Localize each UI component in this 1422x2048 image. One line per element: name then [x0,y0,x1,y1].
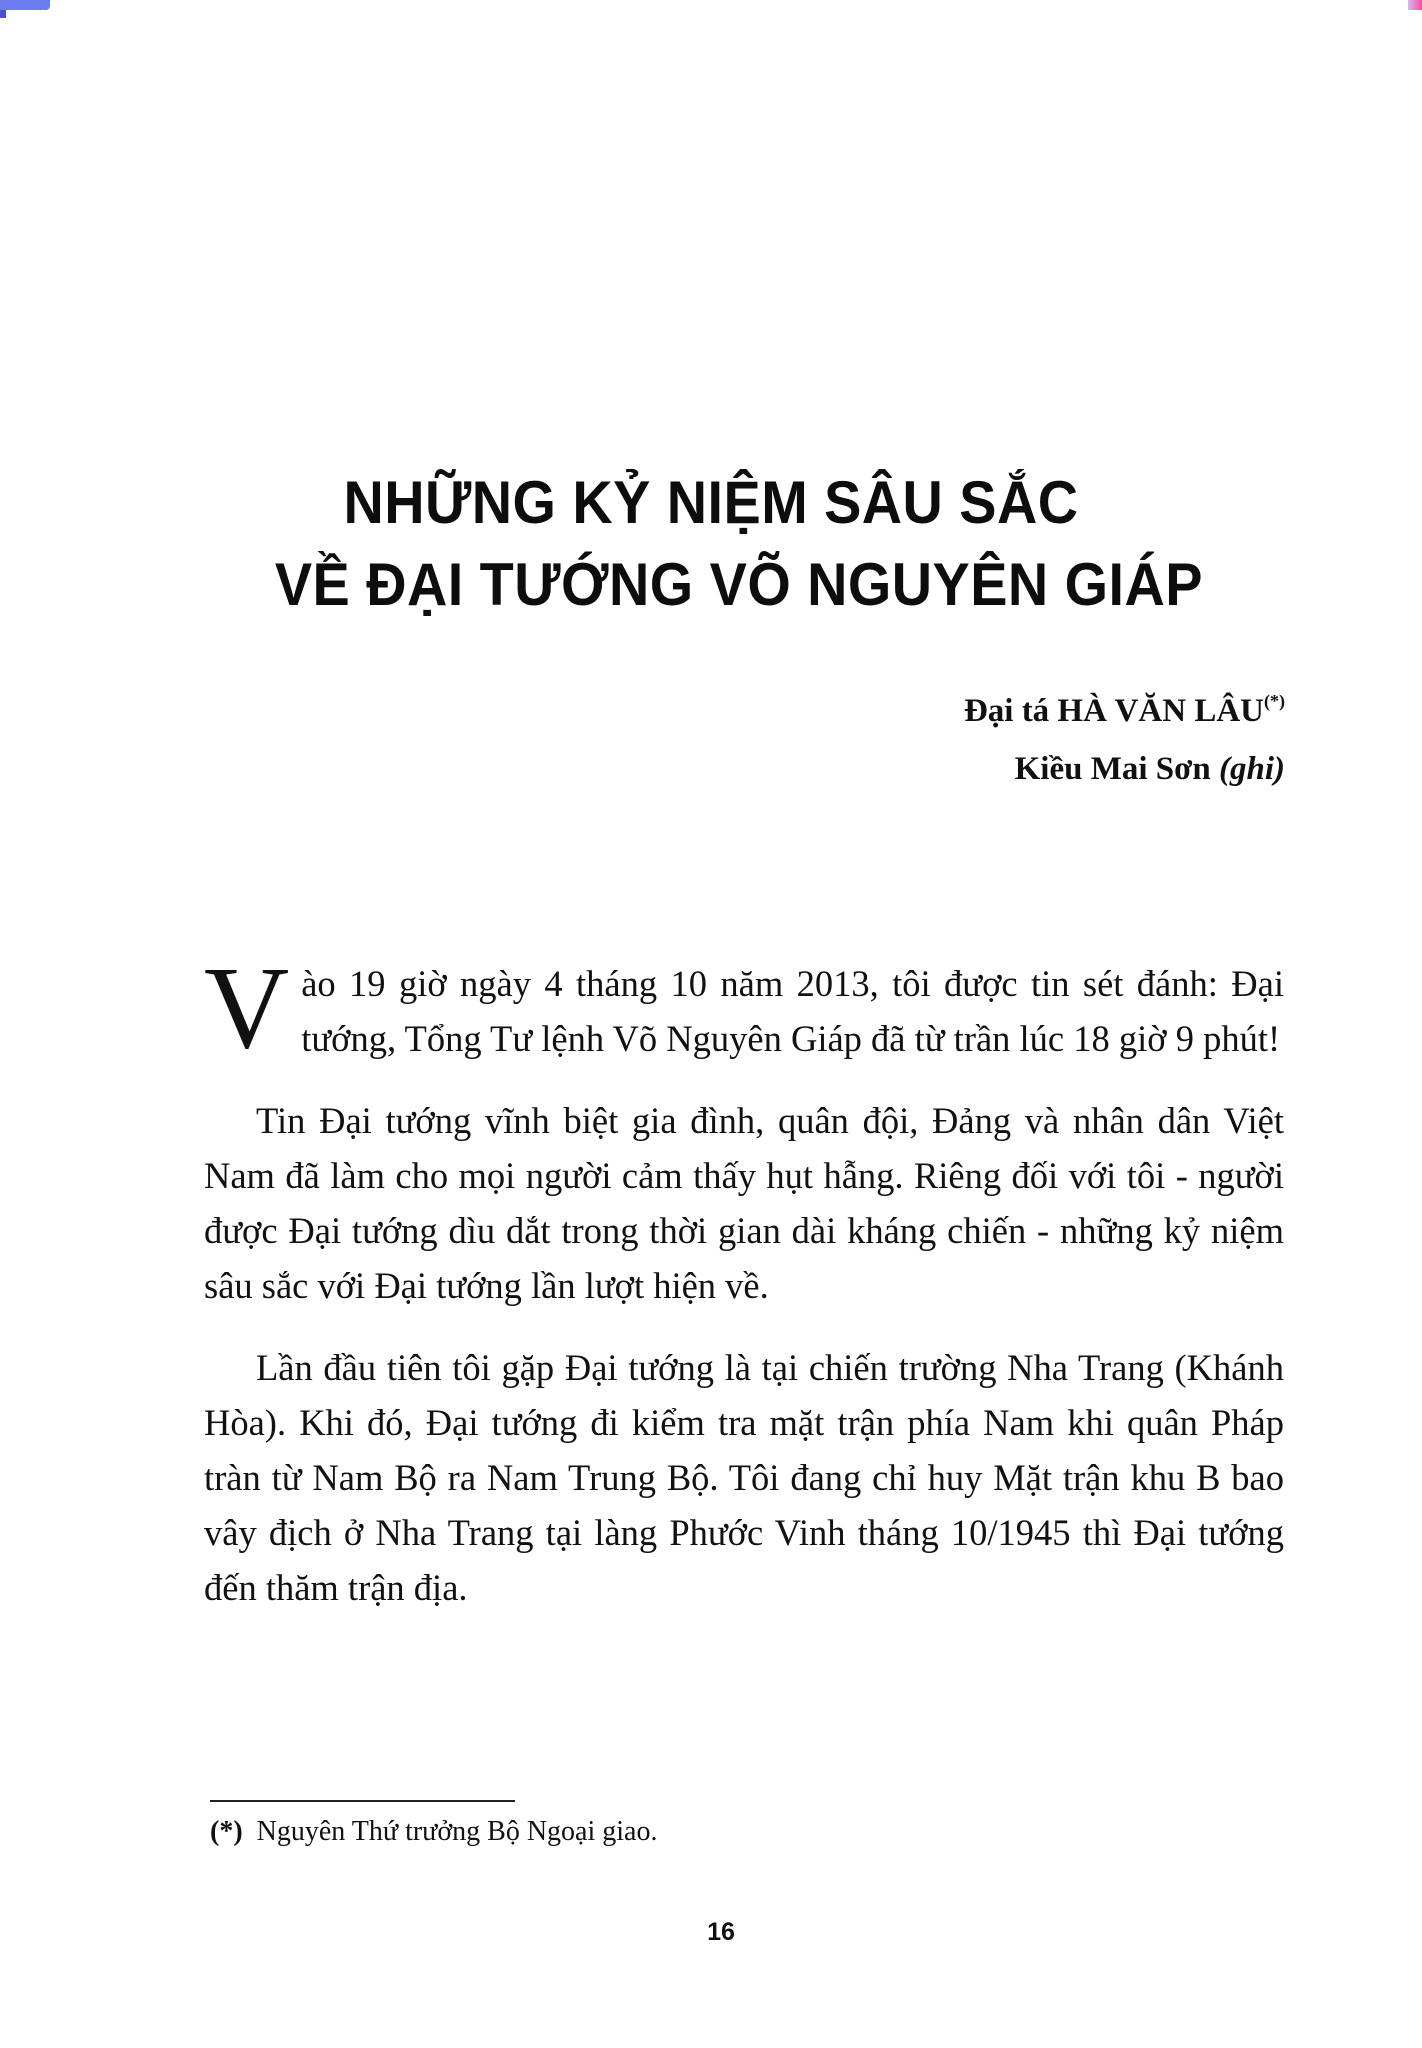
page-number: 16 [707,1918,735,1946]
body-text [204,942,1284,1642]
drop-cap: V [204,942,290,1073]
paragraph-2: Tin Đại tướng vĩnh biệt gia đình, quân đội, Đảng và nhân dân Việt Nam đã làm cho mọi người cảm thấy hụt hẫng. Riêng đối với tôi - người được Đại tướng dìu dắt trong thời gian dài kháng chiến - những kỷ niệm sâu sắc với Đại tướng lần lượt hiện về. [204,1100,1284,1306]
footnote-divider [210,1800,515,1802]
scan-edge-artifact-left [0,0,50,10]
paragraph-1-text: ào 19 giờ ngày 4 tháng 10 năm 2013, tôi được tin sét đánh: Đại tướng, Tổng Tư lệnh Võ Nguyên Giáp đã từ trần lúc 18 giờ 9 phút! [301,963,1284,1059]
paragraph-1 [204,942,1284,1073]
footnote-mark: (*) [210,1816,243,1847]
chapter-title [50,462,1372,626]
author-name: Đại tá HÀ VĂN LÂU [963,693,1264,729]
recorder-line [964,740,1285,798]
byline [964,672,1285,798]
chapter-title-line-1: NHỮNG KỶ NIỆM SÂU SẮC [343,469,1079,536]
author-line [964,672,1285,740]
chapter-title-line-2: VỀ ĐẠI TƯỚNG VÕ NGUYÊN GIÁP [274,551,1203,618]
author-footnote-mark: (*) [1264,691,1285,711]
footnote [210,1814,657,1850]
scan-edge-artifact-right [1408,0,1422,10]
recorder-name: Kiều Mai Sơn [1014,751,1211,787]
footnote-text: Nguyên Thứ trưởng Bộ Ngoại giao. [256,1816,658,1847]
recorder-role: (ghi) [1219,751,1285,787]
paragraph-3: Lần đầu tiên tôi gặp Đại tướng là tại chiến trường Nha Trang (Khánh Hòa). Khi đó, Đại tướng đi kiểm tra mặt trận phía Nam khi quân Pháp tràn từ Nam Bộ ra Nam Trung Bộ. Tôi đang chỉ huy Mặt trận khu B bao vây địch ở Nha Trang tại làng Phước Vinh tháng 10/1945 thì Đại tướng đến thăm trận địa. [204,1347,1284,1608]
